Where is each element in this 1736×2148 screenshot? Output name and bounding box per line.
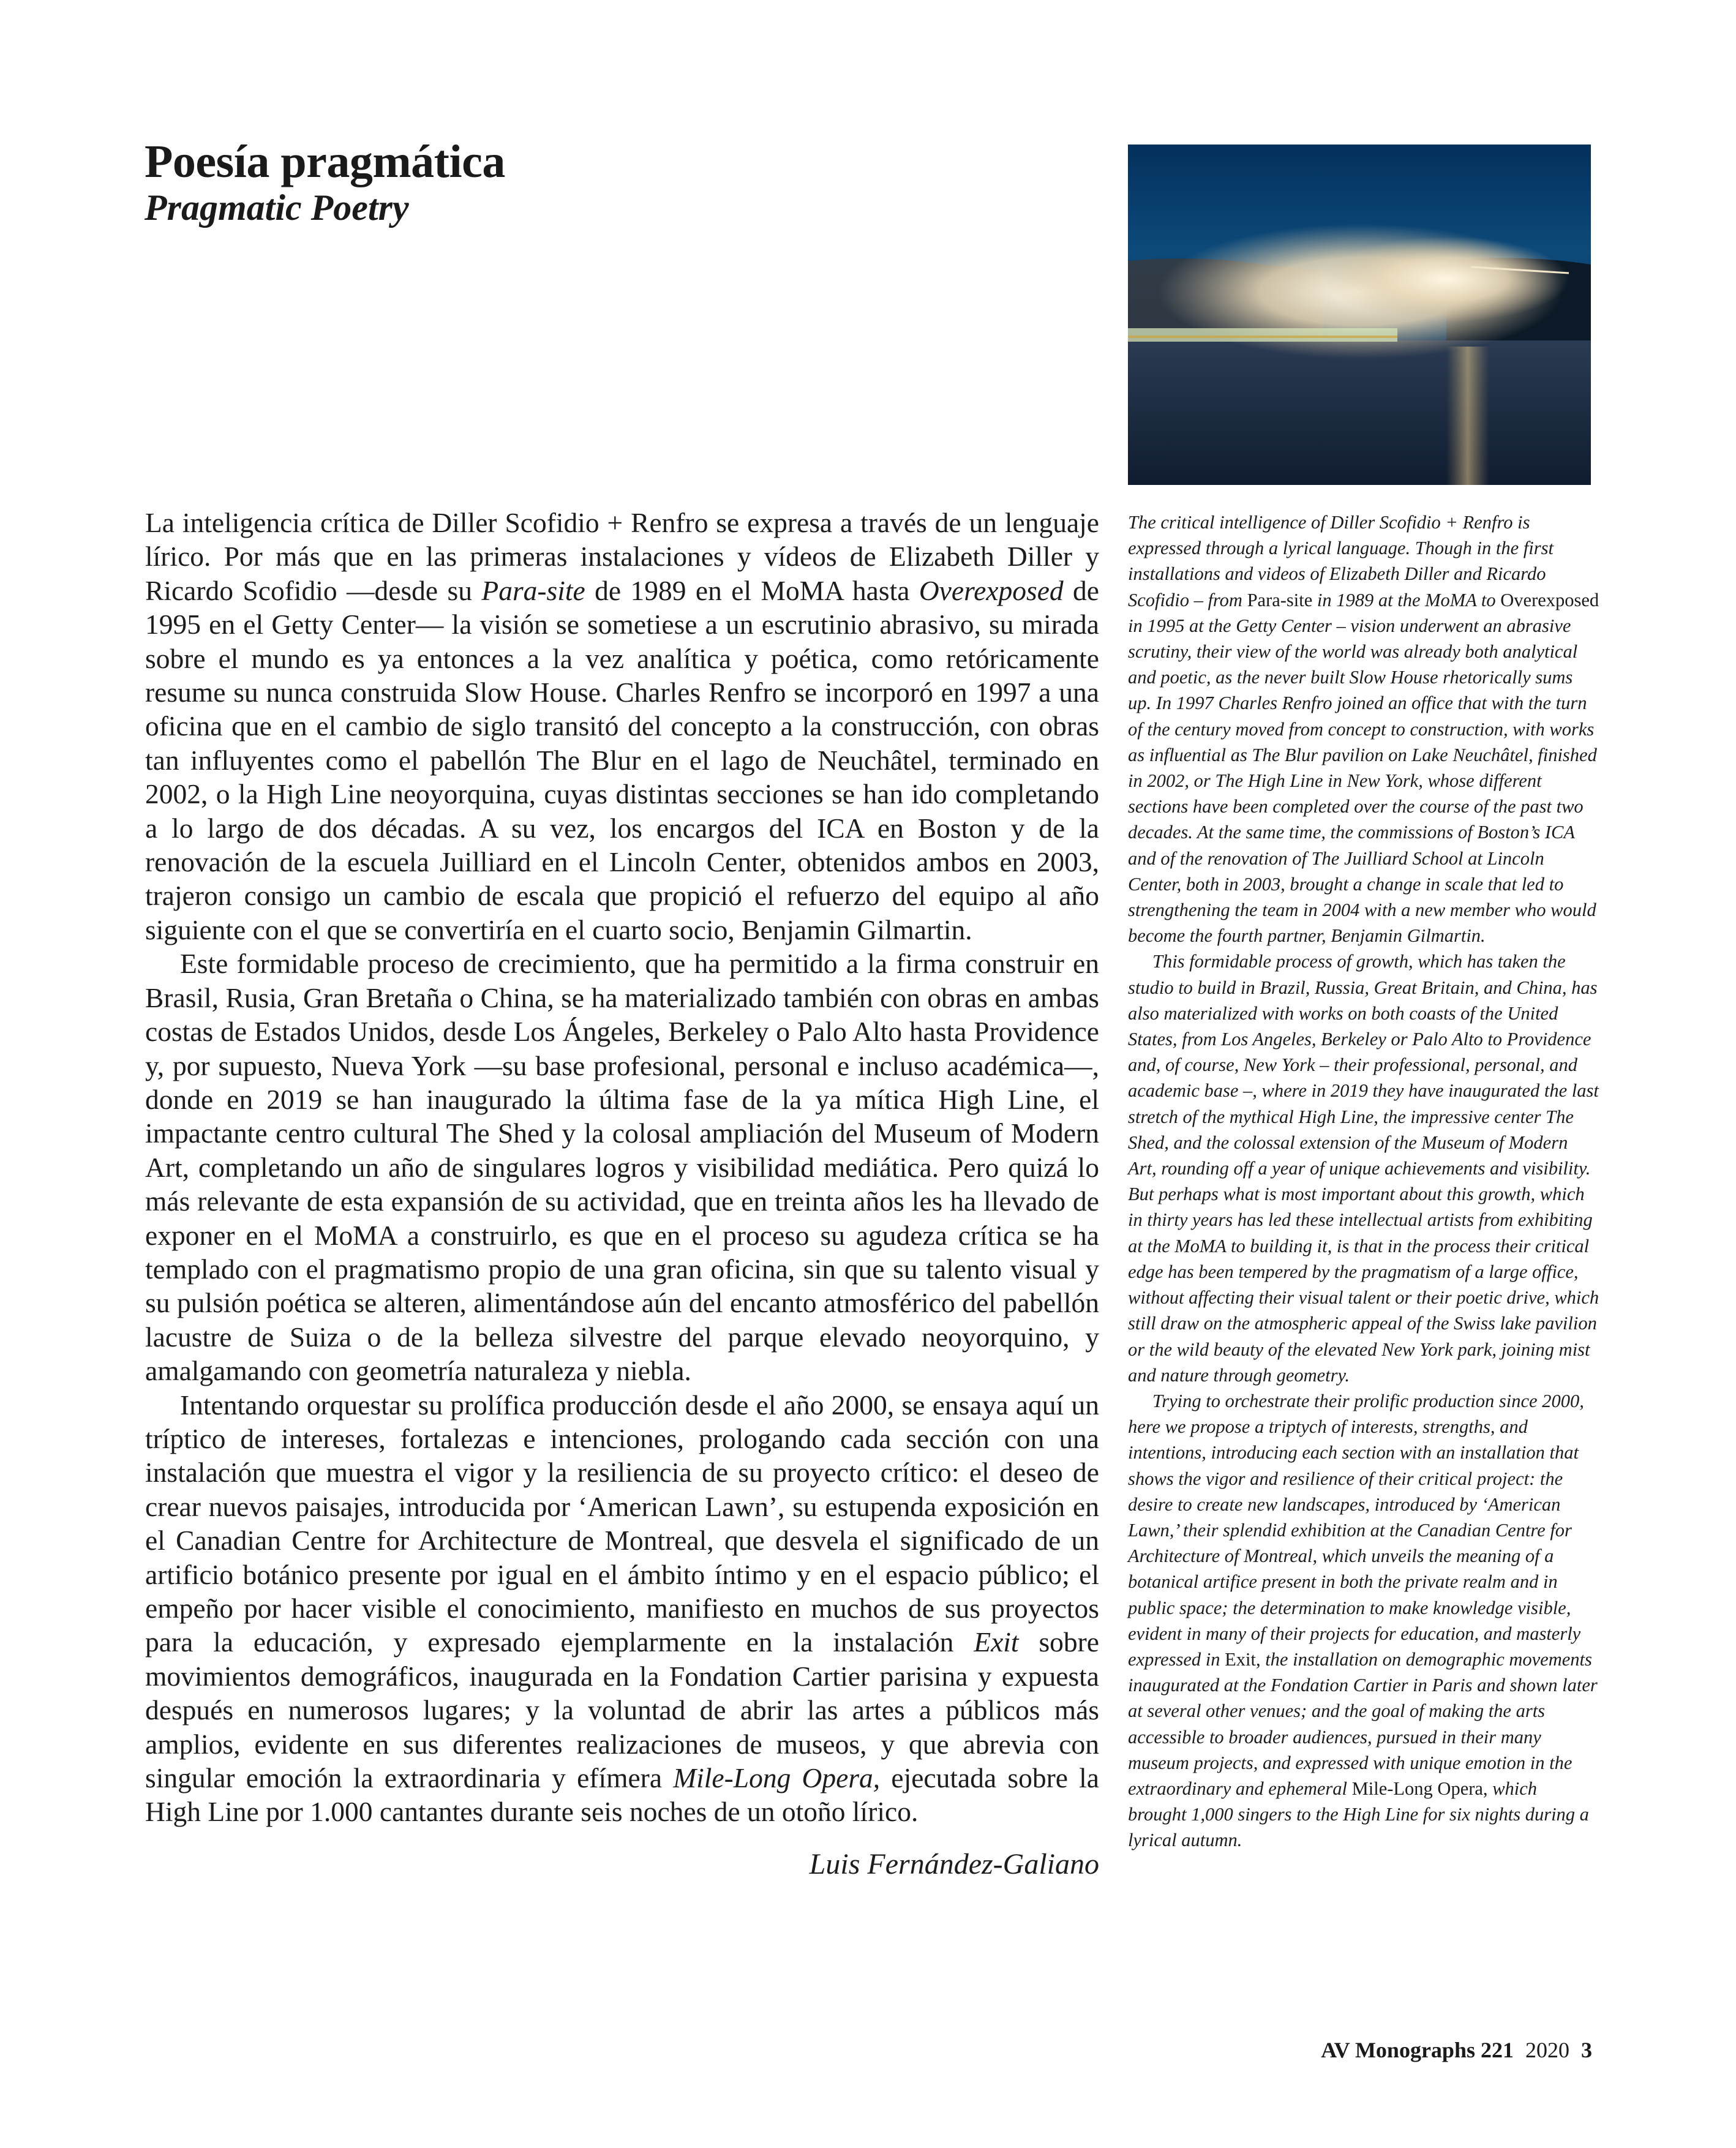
photo-mist-bright bbox=[1324, 236, 1569, 322]
english-paragraph-1 bbox=[1128, 509, 1599, 948]
spanish-paragraph-3 bbox=[145, 1388, 1099, 1829]
text-run: which brought 1,000 singers to the High Line for six nights during a lyrical autumn. bbox=[1128, 1778, 1589, 1851]
photo-lit-deck bbox=[1128, 328, 1397, 342]
spanish-text-column bbox=[145, 506, 1099, 1881]
text-run: the installation on demographic movements inaugurated at the Fondation Cartier in Paris and shown later at several other venues; and the goal of making the arts accessible to broader audiences, pursued in their many museum projects, and expressed with unique emotion in the extraordinary and ephemeral bbox=[1128, 1648, 1598, 1799]
blur-pavilion-photo bbox=[1128, 145, 1591, 485]
text-run: This formidable process of growth, which has taken the studio to build in Brazil, Russia, Great Britain, and China, has also materialized with works on both coasts of the United States, from Los Angeles, Berkeley or Palo Alto to Providence and, of course, New York – their professional, personal, and academic base –, where in 2019 they have inaugurated the last stretch of the mythical High Line, the impressive center The Shed, and the colossal extension of the Museum of Modern Art, rounding off a year of unique achievements and visibility. But perhaps what is most important about this growth, which in thirty years has led these intellectual artists from exhibiting at the MoMA to building it, is that in the process their critical edge has been tempered by the pragmatism of a large office, without affecting their visual talent or their poetic drive, which still draw on the atmospheric appeal of the Swiss lake pavilion or the wild beauty of the elevated New York park, joining mist and nature through geometry. bbox=[1128, 951, 1599, 1386]
text-run: in 1995 at the Getty Center – vision underwent an abrasive scrutiny, their view of the world was already both analytical and poetic, as the never built Slow House rhetorically sums up. In 1997 Charles Renfro joined an office that with the turn of the century moved from concept to construction, with works as influential as The Blur pavilion on Lake Neuchâtel, finished in 2002, or The High Line in New York, whose different sections have been completed over the course of the past two decades. At the same time, the commissions of Boston’s ICA and of the renovation of The Juilliard School at Lincoln Center, both in 2003, brought a change in scale that led to strengthening the team in 2004 with a new member who would become the fourth partner, Benjamin Gilmartin. bbox=[1128, 615, 1597, 947]
english-text-column bbox=[1128, 509, 1599, 1853]
roman-title: Mile-Long Opera, bbox=[1351, 1778, 1488, 1799]
author-signature: Luis Fernández-Galiano bbox=[809, 1847, 1099, 1880]
italic-title: Overexposed bbox=[919, 574, 1064, 606]
text-run: in 1989 at the MoMA to bbox=[1312, 589, 1501, 610]
english-paragraph-3 bbox=[1128, 1388, 1599, 1853]
article-header bbox=[145, 136, 879, 228]
text-run: Este formidable proceso de crecimiento, que ha permitido a la firma construir en Brasil, Rusia, Gran Bretaña o China, se ha materializado también con obras en ambas costas de Estados Unidos, desde Los Ángeles, Berkeley o Palo Alto hasta Providence y, por supuesto, Nueva York —su base profesional, personal e incluso académica—, donde en 2019 se han inaugurado la última fase de la ya mítica High Line, el impactante centro cultural The Shed y la colosal ampliación del Museum of Modern Art, completando un año de singulares logros y visibilidad mediática. Pero quizá lo más relevante de esta expansión de su actividad, que en treinta años les ha llevado de exponer en el MoMA a construirlo, es que en el proceso su agudeza crítica se ha templado con el pragmatismo propio de una gran oficina, sin que su talento visual y su pulsión poética se alteren, alimentándose aún del encanto atmosférico del pabellón lacustre de Suiza o de la belleza silvestre del parque elevado neoyorquino, y amalgamando con geometría naturaleza y niebla. bbox=[145, 948, 1099, 1387]
text-run: sobre movimientos demográficos, inaugurada en la Fondation Cartier parisina y expuesta después en numerosos lugares; y la voluntad de abrir las artes a públicos más amplios, evidente en sus diferentes realizaciones de museos, y que abrevia con singular emoción la extraordinaria y efímera bbox=[145, 1626, 1099, 1794]
photo-illustration bbox=[1128, 145, 1591, 485]
page-footer bbox=[1315, 2038, 1592, 2062]
photo-deck-lights bbox=[1128, 336, 1397, 338]
text-run: ejecutada sobre la High Line por 1.000 cantantes durante seis noches de un otoño lírico. bbox=[145, 1762, 1099, 1828]
photo-water bbox=[1128, 340, 1591, 485]
spanish-paragraph-2 bbox=[145, 947, 1099, 1388]
english-paragraph-2 bbox=[1128, 948, 1599, 1388]
text-run: La inteligencia crítica de Diller Scofidio + Renfro se expresa a través de un lenguaje lírico. Por más que en las primeras instalaciones y vídeos de Elizabeth Diller y Ricardo Scofidio —desde su bbox=[145, 507, 1099, 606]
text-run: Intentando orquestar su prolífica producción desde el año 2000, se ensaya aquí un tríptico de intereses, fortalezas e intenciones, prologando cada sección con una instalación que muestra el vigor y la resiliencia de su proyecto crítico: el deseo de crear nuevos paisajes, introducida por ‘American Lawn’, su estupenda exposición en el Canadian Centre for Architecture de Montreal, que desvela el significado de un artificio botánico presente por igual en el ámbito íntimo y en el espacio público; el empeño por hacer visible el conocimiento, manifiesto en muchos de sus proyectos para la educación, y expresado ejemplarmente en la instalación bbox=[145, 1389, 1099, 1658]
publication-year: 2020 bbox=[1525, 2038, 1569, 2062]
italic-title: Para-site bbox=[481, 574, 585, 606]
photo-reflection bbox=[1446, 347, 1489, 485]
text-run: de 1995 en el Getty Center— la visión se sometiese a un escrutinio abrasivo, su mirada sobre el mundo es ya entonces a la vez analítica y poética, como retóricamente resume su nunca construida Slow House. Charles Renfro se incorporó en 1997 a una oficina que en el cambio de siglo transitó del concepto a la construcción, con obras tan influyentes como el pabellón The Blur en el lago de Neuchâtel, terminado en 2002, o la High Line neoyorquina, cuyas distintas secciones se han ido completando a lo largo de dos décadas. A su vez, los encargos del ICA en Boston y de la renovación de la escuela Juilliard en el Lincoln Center, obtenidos ambos en 2003, trajeron consigo un cambio de escala que propició el refuerzo del equipo al año siguiente con el que se convertiría en el cuarto socio, Benjamin Gilmartin. bbox=[145, 574, 1099, 945]
article-title-spanish: Poesía pragmática bbox=[145, 136, 505, 187]
text-run: The critical intelligence of Diller Scofidio + Renfro is expressed through a lyrical language. Though in the first installations and videos of Elizabeth Diller and Ricardo Scofidio – from bbox=[1128, 512, 1554, 610]
text-run: Trying to orchestrate their prolific production since 2000, here we propose a triptych of interests, strengths, and intentions, introducing each section with an installation that shows the vigor and resilience of their critical project: the desire to create new landscapes, introduced by ‘American Lawn,’ their splendid exhibition at the Canadian Centre for Architecture of Montreal, which unveils the meaning of a botanical artifice present in both the private realm and in public space; the determination to make knowledge visible, evident in many of their projects for education, and masterly expressed in bbox=[1128, 1390, 1584, 1670]
italic-title: Exit bbox=[974, 1626, 1019, 1658]
page-number: 3 bbox=[1581, 2038, 1592, 2062]
publication-name: AV Monographs 221 bbox=[1321, 2038, 1514, 2062]
spanish-paragraph-1 bbox=[145, 506, 1099, 947]
article-title-english: Pragmatic Poetry bbox=[145, 187, 409, 228]
roman-title: Exit, bbox=[1225, 1648, 1261, 1670]
italic-title: Mile-Long Opera, bbox=[673, 1762, 881, 1794]
text-run: de 1989 en el MoMA hasta bbox=[585, 574, 919, 606]
roman-title: Overexposed bbox=[1500, 589, 1599, 610]
roman-title: Para-site bbox=[1247, 589, 1313, 610]
